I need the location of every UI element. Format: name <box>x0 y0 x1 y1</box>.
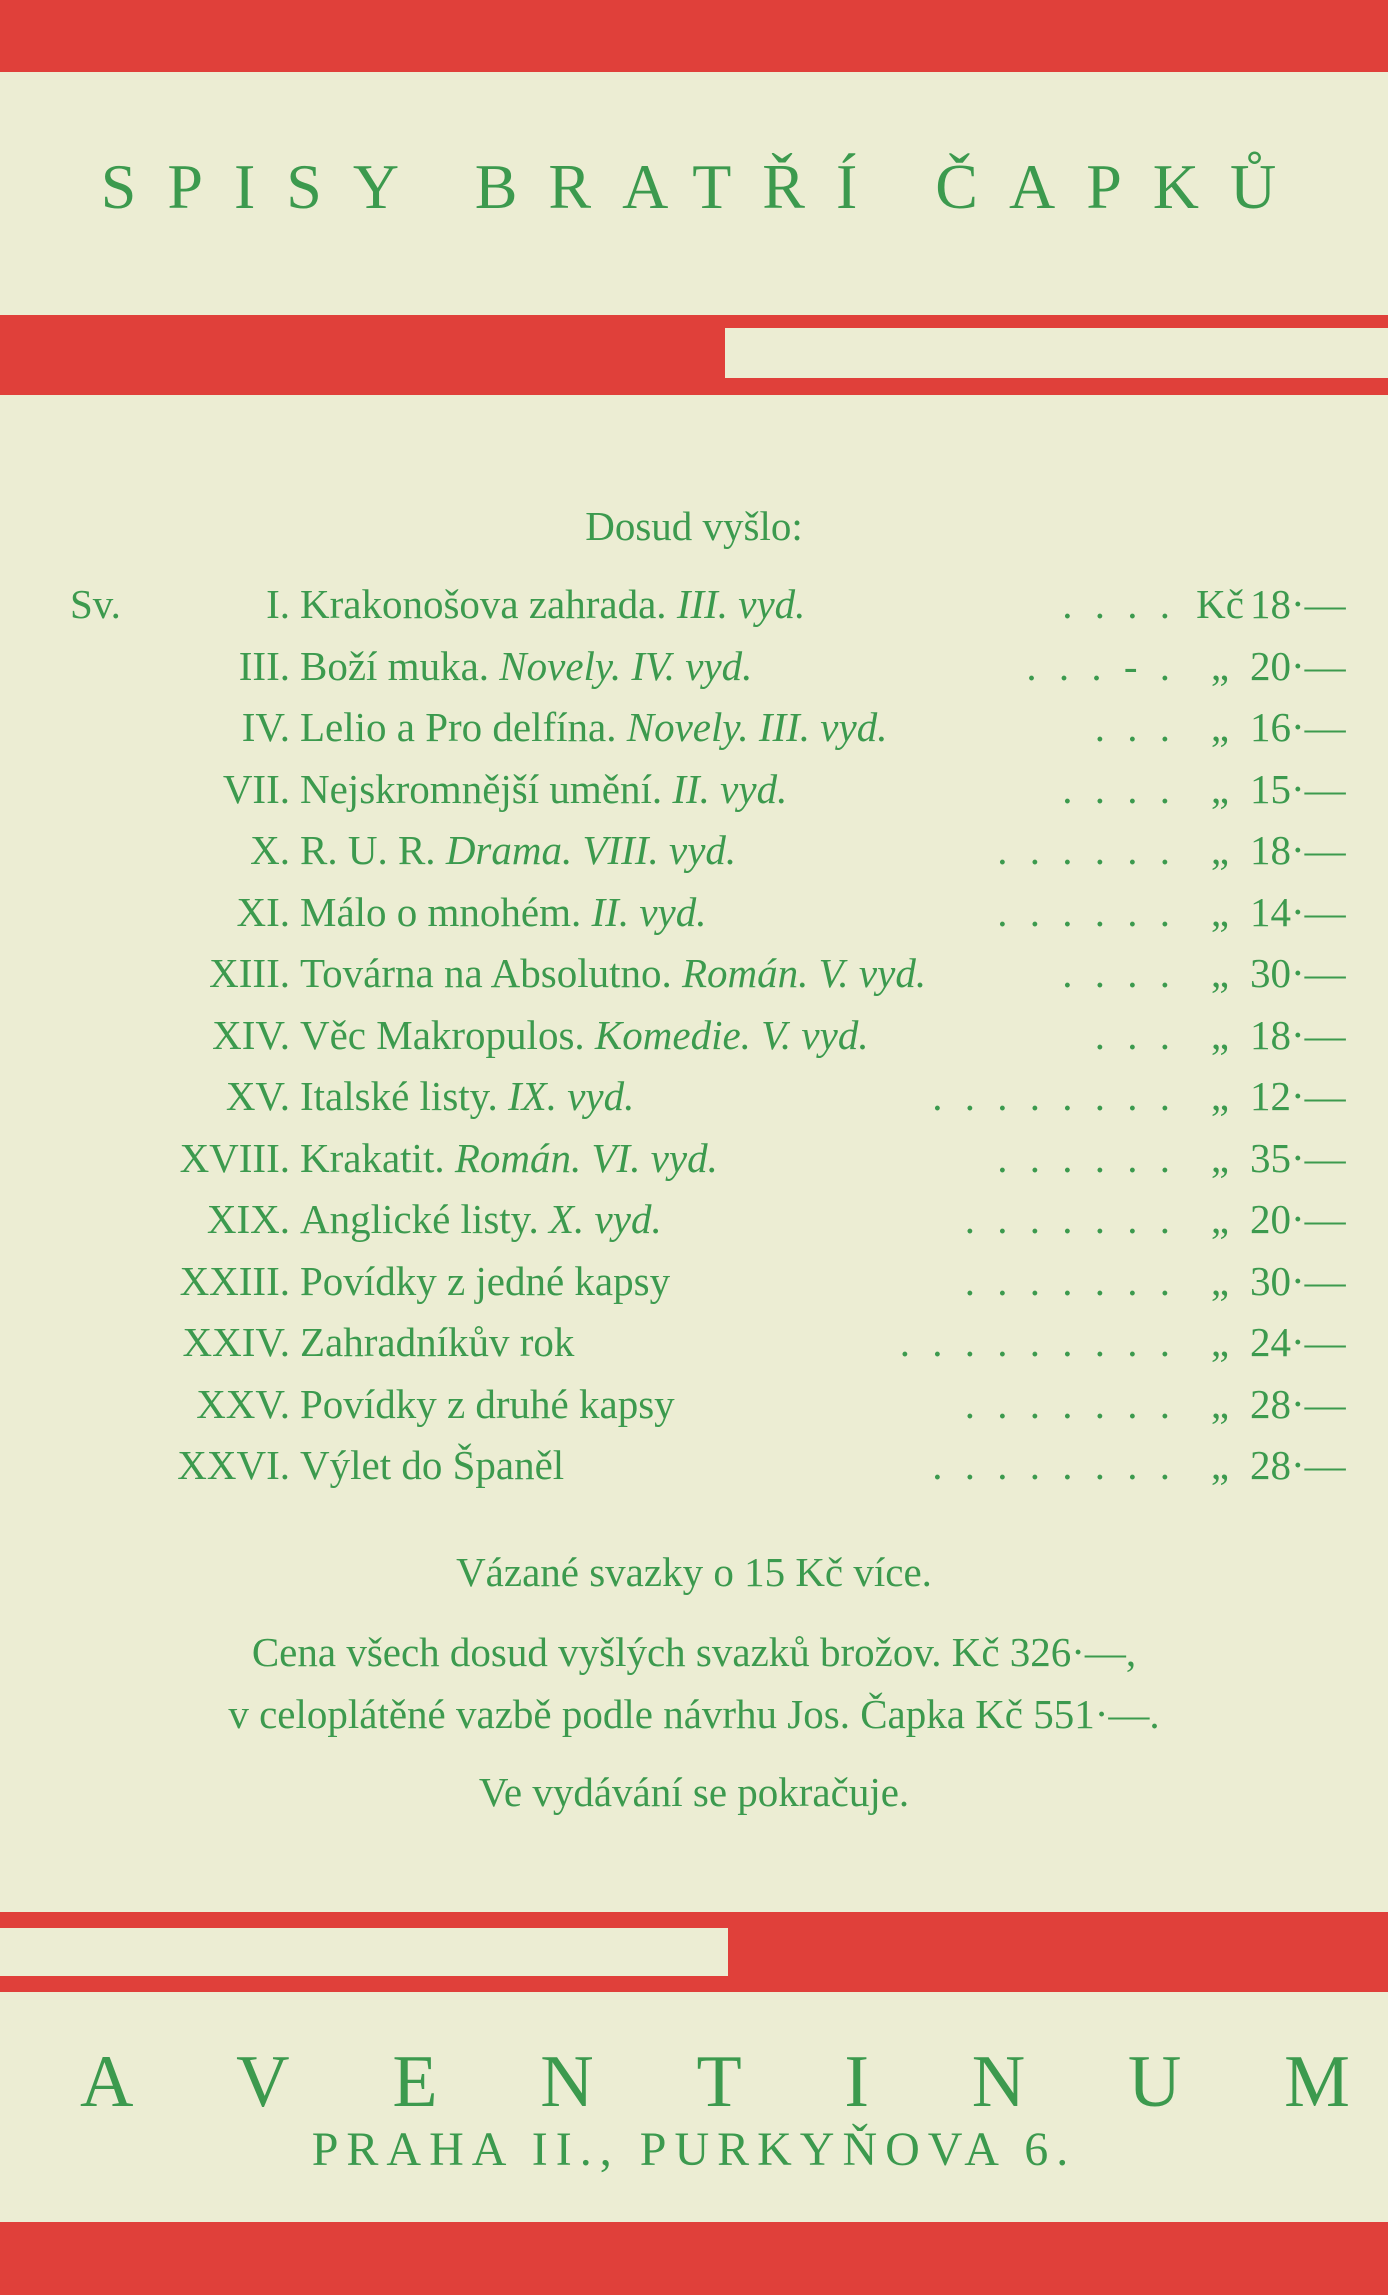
volume-number: III. <box>238 642 290 689</box>
volume-number: XXVI. <box>177 1442 290 1488</box>
list-item <box>70 1441 1360 1503</box>
price-currency: „ <box>1210 1073 1230 1119</box>
volume-title-text: R. U. R. <box>300 827 436 873</box>
upper-band-notch <box>725 328 1388 378</box>
volume-edition: III. vyd. <box>676 581 806 627</box>
list-item <box>70 580 1360 642</box>
volume-title <box>300 1441 564 1489</box>
volume-title <box>300 765 787 813</box>
publisher-letter: A <box>80 2041 134 2123</box>
dot-leader: . . . . . . <box>997 888 1176 935</box>
volume-title-text: Krakonošova zahrada. <box>300 581 667 627</box>
price-value: 30·— <box>1250 950 1346 996</box>
price-value: 14·— <box>1250 888 1346 935</box>
volume-title <box>300 1257 670 1305</box>
price-currency: „ <box>1210 1257 1230 1304</box>
top-red-bar <box>0 0 1388 72</box>
list-item <box>70 1072 1360 1134</box>
volume-number: XVIII. <box>179 1134 290 1181</box>
price-value: 18·— <box>1250 581 1346 627</box>
list-item <box>70 765 1360 827</box>
list-heading: Dosud vyšlo: <box>585 503 803 549</box>
dot-leader: . . . <box>1094 1011 1176 1058</box>
lower-band-notch <box>0 1928 728 1976</box>
price-value: 28·— <box>1250 1380 1346 1427</box>
dot-leader: . . . . <box>1062 950 1176 996</box>
volume-number: XXIV. <box>182 1319 290 1365</box>
volume-title <box>300 826 736 874</box>
publisher-letter: U <box>1127 2041 1182 2123</box>
volume-list <box>70 580 1360 1503</box>
bound-note: Vázané svazky o 15 Kč více. <box>456 1549 932 1595</box>
price-currency: „ <box>1210 1011 1230 1058</box>
volume-edition: IX. vyd. <box>508 1073 635 1119</box>
volume-edition: Román. V. vyd. <box>682 950 927 996</box>
list-item <box>70 888 1360 950</box>
volume-title <box>300 1011 869 1059</box>
list-item <box>70 1011 1360 1073</box>
price-value: 20·— <box>1250 642 1346 689</box>
dot-leader: . . . . . . <box>997 1134 1176 1181</box>
list-item <box>70 1257 1360 1319</box>
publisher-letter: I <box>844 2041 870 2123</box>
volume-title <box>300 580 805 628</box>
volume-title <box>300 1318 574 1366</box>
list-item <box>70 826 1360 888</box>
volume-number: XXV. <box>196 1380 290 1427</box>
list-item <box>70 1380 1360 1442</box>
price-currency: „ <box>1210 642 1230 689</box>
dot-leader: . . . . <box>1062 581 1176 627</box>
volume-title <box>300 1195 662 1243</box>
volume-title-text: Lelio a Pro delfína. <box>300 704 617 750</box>
dot-leader: . . . . . . <box>997 827 1176 873</box>
price-currency: „ <box>1210 1442 1230 1488</box>
volume-edition: Novely. IV. vyd. <box>499 642 753 689</box>
price-value: 24·— <box>1250 1319 1346 1365</box>
volume-title-text: Povídky z druhé kapsy <box>300 1380 675 1427</box>
publisher-letter: M <box>1284 2041 1350 2123</box>
volume-prefix: Sv. <box>70 581 121 627</box>
series-title: SPISY BRATŘÍ ČAPKŮ <box>100 151 1308 222</box>
price-currency: „ <box>1210 888 1230 935</box>
volume-title <box>300 1072 634 1120</box>
volume-title-text: Italské listy. <box>300 1073 498 1119</box>
price-currency: „ <box>1210 765 1230 812</box>
volume-edition: Komedie. V. vyd. <box>594 1011 869 1058</box>
price-currency: „ <box>1210 704 1230 750</box>
volume-title-text: Výlet do Španěl <box>300 1442 565 1488</box>
volume-number: IV. <box>241 704 290 750</box>
volume-title-text: Povídky z jedné kapsy <box>300 1257 671 1304</box>
volume-title <box>300 642 752 690</box>
publisher-address: PRAHA II., PURKYŇOVA 6. <box>311 2123 1077 2176</box>
dot-leader: . - . . . <box>1026 642 1176 689</box>
continuation-note: Ve vydávání se pokračuje. <box>478 1769 910 1815</box>
volume-title-text: Boží muka. <box>300 642 490 689</box>
volume-edition: II. vyd. <box>672 765 788 812</box>
price-line-2: v celoplátěné vazbě podle návrhu Jos. Čapka Kč 551·—. <box>228 1691 1160 1737</box>
price-value: 30·— <box>1250 1257 1346 1304</box>
price-value: 12·— <box>1250 1073 1346 1119</box>
volume-title-text: Krakatit. <box>300 1134 445 1181</box>
volume-number: XV. <box>225 1073 290 1119</box>
list-item <box>70 1134 1360 1196</box>
dot-leader: . . . . . . . <box>964 1257 1176 1304</box>
price-value: 15·— <box>1250 765 1346 812</box>
price-value: 28·— <box>1250 1442 1346 1488</box>
list-item <box>70 1318 1360 1380</box>
dot-leader: . . . . <box>1062 765 1176 812</box>
volume-title <box>300 703 887 751</box>
list-item <box>70 703 1360 765</box>
dot-leader: . . . <box>1094 704 1176 750</box>
price-value: 20·— <box>1250 1196 1346 1242</box>
price-value: 16·— <box>1250 704 1346 750</box>
volume-edition: II. vyd. <box>591 888 707 935</box>
volume-title-text: Anglické listy. <box>300 1196 539 1242</box>
volume-title-text: Málo o mnohém. <box>300 888 582 935</box>
volume-title <box>300 888 706 936</box>
price-value: 18·— <box>1250 1011 1346 1058</box>
volume-title-text: Věc Makropulos. <box>300 1011 585 1058</box>
list-item <box>70 1195 1360 1257</box>
volume-title <box>300 949 926 997</box>
publisher-letter: E <box>392 2041 438 2123</box>
bottom-red-bar <box>0 2222 1388 2295</box>
dot-leader: . . . . . . . <box>964 1196 1176 1242</box>
dot-leader: . . . . . . . . . <box>899 1319 1176 1365</box>
dot-leader: . . . . . . . . <box>932 1442 1176 1488</box>
volume-number: X. <box>250 827 290 873</box>
list-item <box>70 642 1360 704</box>
publisher-letter: T <box>696 2041 742 2123</box>
volume-number: XI. <box>236 888 290 935</box>
volume-title <box>300 1134 718 1182</box>
price-currency: „ <box>1210 950 1230 996</box>
volume-title <box>300 1380 675 1428</box>
list-item <box>70 949 1360 1011</box>
volume-edition: X. vyd. <box>549 1196 662 1242</box>
price-currency: Kč <box>1196 581 1244 627</box>
volume-number: VII. <box>222 765 290 812</box>
publisher-name <box>80 2040 1350 2125</box>
price-currency: „ <box>1210 1196 1230 1242</box>
publisher-letter: N <box>971 2041 1026 2123</box>
volume-number: XXIII. <box>179 1257 290 1304</box>
price-currency: „ <box>1210 1380 1230 1427</box>
volume-title-text: Továrna na Absolutno. <box>300 950 672 996</box>
volume-edition: Drama. VIII. vyd. <box>445 827 737 873</box>
price-currency: „ <box>1210 827 1230 873</box>
volume-edition: Román. VI. vyd. <box>454 1134 718 1181</box>
price-value: 18·— <box>1250 827 1346 873</box>
dot-leader: . . . . . . . <box>964 1380 1176 1427</box>
volume-edition: Novely. III. vyd. <box>626 704 888 750</box>
volume-title-text: Zahradníkův rok <box>300 1319 575 1365</box>
dot-leader: . . . . . . . . <box>932 1073 1176 1119</box>
volume-number: XIX. <box>206 1196 290 1242</box>
volume-number: XIV. <box>212 1011 290 1058</box>
price-line-1: Cena všech dosud vyšlých svazků brožov. Kč 326·—, <box>251 1629 1137 1675</box>
price-currency: „ <box>1210 1319 1230 1365</box>
publisher-letter: V <box>236 2041 290 2123</box>
volume-title-text: Nejskromnější umění. <box>300 765 663 812</box>
price-value: 35·— <box>1250 1134 1346 1181</box>
price-currency: „ <box>1210 1134 1230 1181</box>
volume-number: XIII. <box>209 950 290 996</box>
volume-number: I. <box>266 581 290 627</box>
publisher-letter: N <box>540 2041 594 2123</box>
